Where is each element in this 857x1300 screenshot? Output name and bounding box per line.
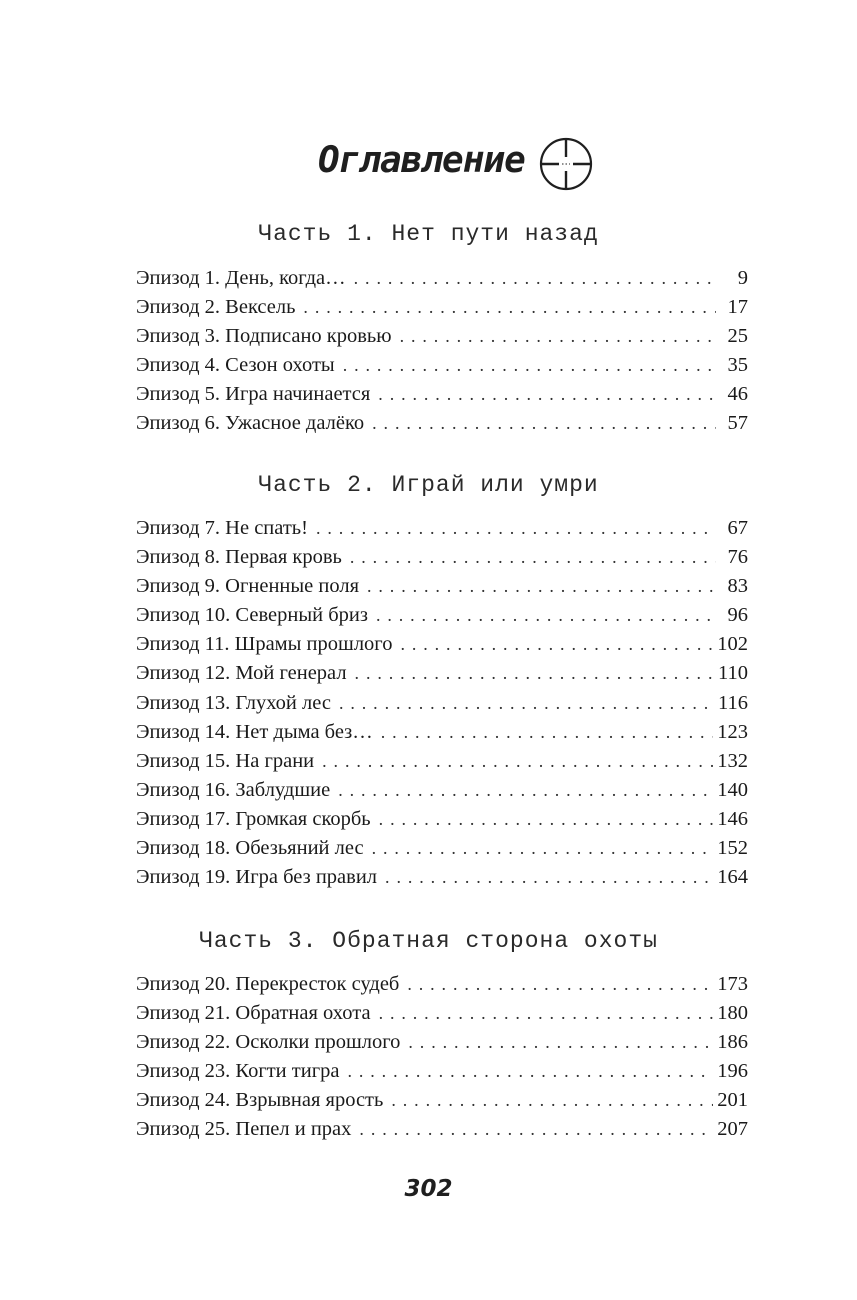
toc-entry [136, 380, 748, 409]
toc-entry-page: 180 [717, 1002, 748, 1025]
dot-leader [400, 322, 716, 351]
toc-entry-title: Эпизод 3. Подписано кровью [136, 325, 392, 348]
toc-entry [136, 409, 748, 438]
toc-entry [136, 1028, 748, 1057]
toc-entry-title: Эпизод 6. Ужасное далёко [136, 412, 365, 435]
toc-entry-page: 57 [727, 412, 748, 435]
dot-leader [367, 572, 716, 601]
toc-entry [136, 999, 748, 1028]
crosshair-icon [538, 136, 594, 192]
toc-entry-title: Эпизод 4. Сезон охоты [136, 354, 335, 377]
dot-leader [347, 1057, 713, 1086]
toc-entry-title: Эпизод 24. Взрывная ярость [136, 1089, 384, 1112]
toc-entry-page: 164 [717, 866, 748, 889]
toc-entry-page: 173 [717, 973, 748, 995]
toc-entry [136, 1115, 748, 1144]
toc-entry-page: 110 [718, 662, 748, 685]
part-heading-2: Часть 2. Играй или умри [258, 472, 599, 498]
toc-entry-page: 76 [727, 546, 748, 569]
toc-entry [136, 264, 748, 293]
dot-leader [408, 1028, 713, 1057]
toc-list-part-1 [136, 264, 748, 439]
toc-entry [136, 1057, 748, 1086]
toc-entry-title: Эпизод 10. Северный бриз [136, 604, 368, 627]
toc-entry-title: Эпизод 11. Шрамы прошлого [136, 633, 393, 656]
dot-leader [407, 970, 713, 999]
toc-entry-title: Эпизод 15. На грани [136, 749, 315, 772]
toc-entry-title: Эпизод 21. Обратная охота [136, 1002, 371, 1025]
toc-entry-page: 67 [727, 517, 748, 539]
dot-leader [378, 380, 716, 409]
page-number: 302 [404, 1176, 453, 1202]
dot-leader [354, 264, 716, 293]
toc-entry-page: 102 [717, 633, 748, 656]
dot-leader [376, 601, 716, 630]
toc-entry [136, 659, 748, 688]
toc-entry-page: 201 [717, 1089, 748, 1112]
toc-list-part-2 [136, 514, 748, 892]
dot-leader [322, 747, 713, 776]
toc-entry-title: Эпизод 14. Нет дыма без… [136, 720, 373, 743]
toc-entry-page: 207 [717, 1118, 748, 1141]
toc-entry [136, 747, 748, 776]
toc-entry-page: 116 [718, 691, 748, 714]
toc-entry [136, 1086, 748, 1115]
toc-entry-title: Эпизод 25. Пепел и прах [136, 1118, 352, 1141]
dot-leader [359, 1115, 713, 1144]
toc-entry-title: Эпизод 20. Перекресток судеб [136, 973, 400, 995]
toc-entry-title: Эпизод 23. Когти тигра [136, 1060, 340, 1083]
dot-leader [303, 293, 716, 322]
toc-list-part-3 [136, 970, 748, 1145]
toc-entry-title: Эпизод 12. Мой генерал [136, 662, 347, 685]
toc-entry-title: Эпизод 1. День, когда… [136, 267, 346, 289]
toc-entry-page: 123 [717, 720, 748, 743]
toc-entry-title: Эпизод 8. Первая кровь [136, 546, 342, 569]
toc-entry-page: 96 [727, 604, 748, 627]
toc-entry-page: 140 [717, 778, 748, 801]
dot-leader [385, 863, 713, 892]
dot-leader [372, 409, 716, 438]
toc-entry-page: 46 [727, 383, 748, 406]
toc-entry [136, 351, 748, 380]
part-heading-1: Часть 1. Нет пути назад [258, 221, 599, 247]
toc-entry-title: Эпизод 7. Не спать! [136, 517, 308, 539]
toc-entry-page: 132 [717, 749, 748, 772]
toc-entry-page: 17 [727, 296, 748, 319]
toc-entry-title: Эпизод 2. Вексель [136, 296, 296, 319]
page-title: Оглавление [318, 140, 525, 181]
toc-title-block [0, 128, 857, 198]
dot-leader [379, 999, 714, 1028]
toc-entry-page: 186 [717, 1031, 748, 1054]
dot-leader [316, 514, 716, 543]
toc-entry-title: Эпизод 19. Игра без правил [136, 866, 378, 889]
toc-entry-page: 152 [717, 837, 748, 860]
toc-entry [136, 834, 748, 863]
dot-leader [338, 776, 713, 805]
toc-entry [136, 718, 748, 747]
toc-entry [136, 863, 748, 892]
toc-entry [136, 970, 748, 999]
dot-leader [381, 718, 713, 747]
toc-entry-page: 9 [737, 267, 748, 289]
dot-leader [379, 805, 714, 834]
toc-entry [136, 543, 748, 572]
dot-leader [400, 630, 713, 659]
dot-leader [350, 543, 716, 572]
toc-entry [136, 689, 748, 718]
toc-entry-title: Эпизод 9. Огненные поля [136, 575, 359, 598]
toc-entry [136, 601, 748, 630]
toc-entry-title: Эпизод 16. Заблудшие [136, 778, 331, 801]
toc-entry-title: Эпизод 17. Громкая скорбь [136, 807, 371, 830]
toc-entry-title: Эпизод 18. Обезьяний лес [136, 837, 364, 860]
dot-leader [355, 659, 714, 688]
toc-entry [136, 805, 748, 834]
toc-entry-title: Эпизод 13. Глухой лес [136, 691, 331, 714]
dot-leader [391, 1086, 713, 1115]
toc-entry [136, 572, 748, 601]
toc-entry-title: Эпизод 22. Осколки прошлого [136, 1031, 401, 1054]
dot-leader [372, 834, 714, 863]
toc-entry [136, 293, 748, 322]
toc-entry [136, 322, 748, 351]
toc-entry-page: 196 [717, 1060, 748, 1083]
toc-entry-page: 146 [717, 807, 748, 830]
part-heading-3: Часть 3. Обратная сторона охоты [199, 928, 658, 954]
toc-entry-page: 35 [727, 354, 748, 377]
toc-entry [136, 514, 748, 543]
toc-entry [136, 630, 748, 659]
toc-entry-page: 83 [727, 575, 748, 598]
toc-entry-title: Эпизод 5. Игра начинается [136, 383, 371, 406]
dot-leader [339, 689, 714, 718]
dot-leader [343, 351, 716, 380]
toc-entry-page: 25 [727, 325, 748, 348]
toc-entry [136, 776, 748, 805]
